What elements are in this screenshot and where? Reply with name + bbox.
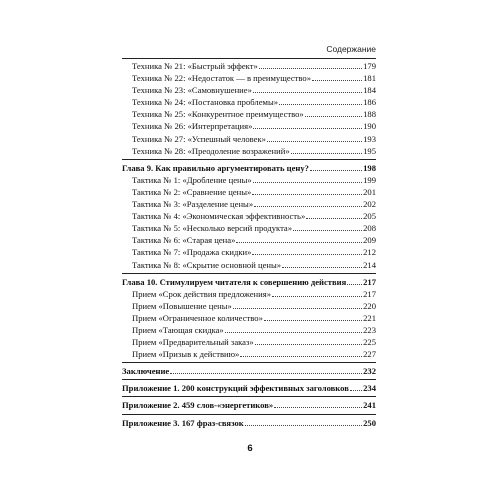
toc-entry-title: Тактика № 3: «Разделение цены» <box>132 199 254 210</box>
leader-dots <box>274 407 362 408</box>
leader-dots <box>350 390 362 391</box>
leader-dots <box>253 128 362 129</box>
toc-entry-page: 214 <box>363 259 376 270</box>
toc-chapter-page: 241 <box>363 400 376 411</box>
toc-chapter-page: 250 <box>363 417 376 428</box>
leader-dots <box>253 182 362 183</box>
section-divider <box>122 273 376 274</box>
toc-chapter-title: Глава 10. Стимулируем читателя к совершению действия <box>122 276 347 287</box>
toc-chapter-title: Приложение 1. 200 конструкций эффективных заголовков <box>122 383 349 394</box>
toc-entry-title: Тактика № 5: «Несколько версий продукта» <box>132 223 293 234</box>
toc-entry-title: Прием «Срок действия предложения» <box>132 288 271 299</box>
leader-dots <box>253 92 362 93</box>
toc-chapter-page: 234 <box>363 383 376 394</box>
toc-entry-technique-25[interactable] <box>122 108 376 120</box>
leader-dots <box>252 254 362 255</box>
toc-entry-title: Тактика № 6: «Старая цена» <box>132 235 236 246</box>
leader-dots <box>305 116 362 117</box>
toc-entry-title: Техника № 21: «Быстрый эффект» <box>132 61 258 71</box>
toc-entry-title: Тактика № 8: «Скрытие основной цены» <box>132 259 282 270</box>
toc-entry-title: Тактика № 1: «Дробление цены» <box>132 174 252 185</box>
toc-entry-tactic-1[interactable] <box>122 174 376 186</box>
toc-entry-technique-21[interactable] <box>122 60 376 72</box>
toc-entry-title: Техника № 24: «Постановка проблемы» <box>132 97 279 108</box>
toc-entry-page: 212 <box>363 247 376 258</box>
toc-chapter-9[interactable] <box>122 162 376 174</box>
toc-entry-tactic-5[interactable] <box>122 222 376 234</box>
toc-entry-tactic-6[interactable] <box>122 234 376 246</box>
toc-entry-page: 220 <box>363 300 376 311</box>
toc-entry-title: Прием «Тающая скидка» <box>132 324 224 335</box>
toc-appendix-2[interactable] <box>122 399 376 411</box>
toc-chapter-title: Приложение 2. 459 слов-«энергетиков» <box>122 400 274 411</box>
toc-entry-method-1[interactable] <box>122 288 376 300</box>
toc-entry-page: 199 <box>363 174 376 185</box>
toc-entry-page: 188 <box>363 109 376 120</box>
leader-dots <box>233 308 362 309</box>
toc-entry-method-2[interactable] <box>122 300 376 312</box>
toc-chapter-title: Глава 9. Как правильно аргументировать цену? <box>122 162 309 173</box>
toc-entry-page: 190 <box>363 121 376 132</box>
table-of-contents <box>122 60 376 429</box>
leader-dots <box>267 141 362 142</box>
toc-chapter-title: Приложение 3. 167 фраз-связок <box>122 417 244 428</box>
section-divider <box>122 414 376 415</box>
toc-entry-tactic-8[interactable] <box>122 259 376 271</box>
leader-dots <box>170 373 362 374</box>
leader-dots <box>252 194 362 195</box>
toc-entry-page: 181 <box>363 73 376 84</box>
leader-dots <box>264 320 362 321</box>
toc-entry-method-5[interactable] <box>122 336 376 348</box>
toc-chapter-page: 217 <box>363 276 376 287</box>
leader-dots <box>279 104 362 105</box>
toc-entry-method-6[interactable] <box>122 348 376 360</box>
toc-entry-tactic-7[interactable] <box>122 246 376 258</box>
toc-entry-page: 179 <box>363 61 376 71</box>
toc-entry-title: Техника № 22: «Недостаток — в преимущество» <box>132 73 312 84</box>
section-divider <box>122 379 376 380</box>
toc-entry-technique-28[interactable] <box>122 145 376 157</box>
toc-entry-title: Техника № 23: «Самовнушение» <box>132 85 252 96</box>
toc-entry-title: Тактика № 2: «Сравнение цены» <box>132 186 252 197</box>
leader-dots <box>245 425 362 426</box>
leader-dots <box>254 206 362 207</box>
section-divider <box>122 362 376 363</box>
section-divider <box>122 159 376 160</box>
leader-dots <box>347 284 362 285</box>
toc-entry-method-3[interactable] <box>122 312 376 324</box>
leader-dots <box>310 170 362 171</box>
leader-dots <box>312 80 362 81</box>
toc-entry-page: 202 <box>363 199 376 210</box>
toc-entry-page: 223 <box>363 324 376 335</box>
toc-entry-technique-24[interactable] <box>122 96 376 108</box>
toc-appendix-1[interactable] <box>122 382 376 394</box>
header-rule <box>122 58 376 59</box>
toc-entry-page: 225 <box>363 337 376 348</box>
leader-dots <box>236 242 362 243</box>
leader-dots <box>291 153 362 154</box>
toc-entry-method-4[interactable] <box>122 324 376 336</box>
toc-entry-title: Тактика № 4: «Экономическая эффективность» <box>132 211 306 222</box>
toc-entry-technique-22[interactable] <box>122 72 376 84</box>
toc-chapter-title: Заключение <box>122 366 170 377</box>
toc-entry-page: 201 <box>363 186 376 197</box>
leader-dots <box>240 356 362 357</box>
running-header <box>0 44 500 58</box>
toc-entry-technique-26[interactable] <box>122 120 376 132</box>
toc-entry-page: 193 <box>363 133 376 144</box>
toc-appendix-3[interactable] <box>122 417 376 429</box>
toc-entry-title: Прием «Ограниченное количество» <box>132 312 263 323</box>
toc-entry-page: 217 <box>363 288 376 299</box>
leader-dots <box>293 230 362 231</box>
toc-conclusion[interactable] <box>122 365 376 377</box>
leader-dots <box>282 267 362 268</box>
toc-chapter-10[interactable] <box>122 276 376 288</box>
toc-entry-title: Тактика № 7: «Продажа скидки» <box>132 247 252 258</box>
toc-entry-title: Техника № 26: «Интерпретация» <box>132 121 253 132</box>
toc-chapter-page: 232 <box>363 366 376 377</box>
toc-entry-title: Техника № 27: «Успешный человек» <box>132 133 266 144</box>
toc-entry-page: 208 <box>363 223 376 234</box>
toc-entry-page: 221 <box>363 312 376 323</box>
toc-chapter-page: 198 <box>363 162 376 173</box>
toc-entry-title: Техника № 25: «Конкурентное преимущество» <box>132 109 304 120</box>
toc-entry-page: 184 <box>363 85 376 96</box>
leader-dots <box>255 344 362 345</box>
toc-entry-page: 227 <box>363 349 376 360</box>
toc-entry-tactic-2[interactable] <box>122 186 376 198</box>
leader-dots <box>306 218 362 219</box>
toc-entry-title: Прием «Предварительный заказ» <box>132 337 254 348</box>
leader-dots <box>272 296 362 297</box>
toc-entry-tactic-4[interactable] <box>122 210 376 222</box>
toc-entry-title: Прием «Повышение цены» <box>132 300 232 311</box>
leader-dots <box>259 68 362 69</box>
toc-entry-page: 195 <box>363 145 376 156</box>
toc-entry-page: 205 <box>363 211 376 222</box>
toc-entry-page: 186 <box>363 97 376 108</box>
page-number: 6 <box>247 443 253 454</box>
toc-entry-technique-23[interactable] <box>122 84 376 96</box>
toc-entry-technique-27[interactable] <box>122 133 376 145</box>
toc-entry-page: 209 <box>363 235 376 246</box>
section-divider <box>122 396 376 397</box>
leader-dots <box>225 332 362 333</box>
toc-entry-title: Техника № 28: «Преодоление возражений» <box>132 145 290 156</box>
toc-entry-tactic-3[interactable] <box>122 198 376 210</box>
header-title: Содержание <box>326 44 376 54</box>
toc-entry-title: Прием «Призыв к действию» <box>132 349 240 360</box>
